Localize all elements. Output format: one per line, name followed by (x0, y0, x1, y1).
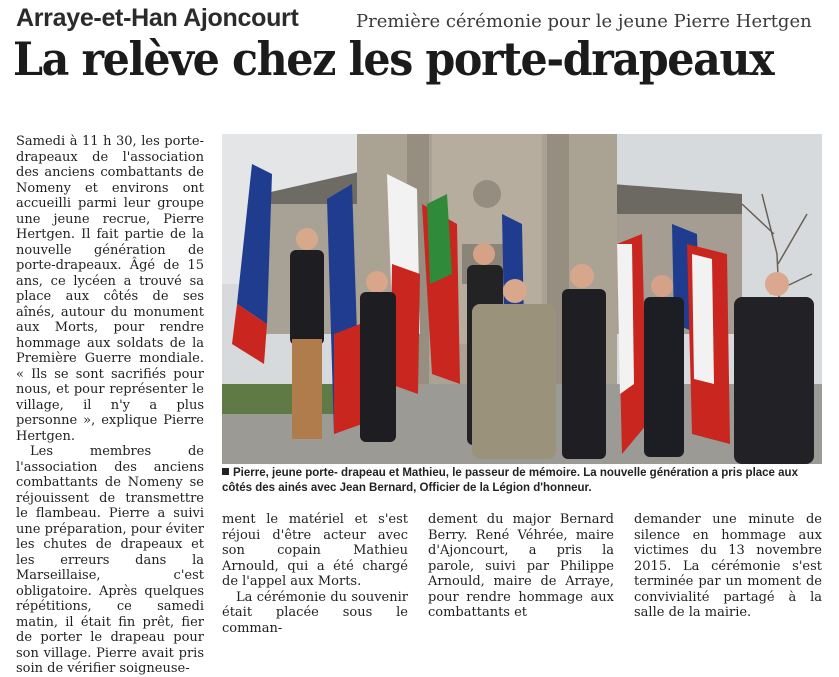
paragraph: La cérémonie du souvenir était placée sous le comman- (222, 589, 408, 636)
paragraph: Les membres de l'association des anciens combattants de Nomeny se réjouissent de transmettre le flambeau. Pierre a suivi une préparation, pour éviter les chutes de drapeaux et les erreurs dans la Marseillaise, c'est obligatoire. Après quelques répétitions, ce samedi matin, il était fin prêt, fier de porter le drapeau pour son village. Pierre avait pris soin de vérifier soigneuse- (16, 444, 204, 676)
kicker-subtitle: Première cérémonie pour le jeune Pierre Hertgen (356, 11, 812, 32)
caption-bullet-icon (222, 468, 229, 475)
article-column-1 (16, 134, 204, 677)
caption-text: Pierre, jeune porte- drapeau et Mathieu, le passeur de mémoire. La nouvelle génération a pris place aux côtés des ainés avec Jean Bernard, Officier de la Légion d'honneur. (222, 467, 798, 494)
article-column-4 (634, 512, 822, 621)
headline: La relève chez les porte-drapeaux (13, 32, 774, 86)
photo-illustration (222, 134, 822, 464)
kicker-location: Arraye-et-Han Ajoncourt (16, 4, 299, 32)
paragraph: dement du major Bernard Berry. René Véhrée, maire d'Ajoncourt, a pris la parole, suivi par Philippe Arnould, maire de Arraye, pour rendre hommage aux combattants et (428, 512, 614, 620)
article-column-3 (428, 512, 614, 621)
paragraph: ment le matériel et s'est réjoui d'être acteur avec son copain Mathieu Arnould, qui a été chargé de l'appel aux Morts. (222, 512, 408, 589)
article-photo (222, 134, 822, 464)
photo-caption (222, 466, 822, 496)
paragraph: Samedi à 11 h 30, les porte-drapeaux de l'association des anciens combattants de Nomeny et environs ont accueilli parmi leur groupe une jeune recrue, Pierre Hertgen. Il fait partie de la nouvelle génération de porte-drapeaux. Âgé de 15 ans, ce lycéen a trouvé sa place aux côtés de ses aînés, autour du monument aux Morts, pour rendre hommage aux soldats de la Première Guerre mondiale. « Ils se sont sacrifiés pour nous, et pour représenter le village, il n'y a plus personne », explique Pierre Hertgen. (16, 134, 204, 444)
paragraph: demander une minute de silence en hommage aux victimes du 13 novembre 2015. La cérémonie s'est terminée par un moment de convivialité partagé à la salle de la mairie. (634, 512, 822, 620)
article-column-2 (222, 512, 408, 636)
